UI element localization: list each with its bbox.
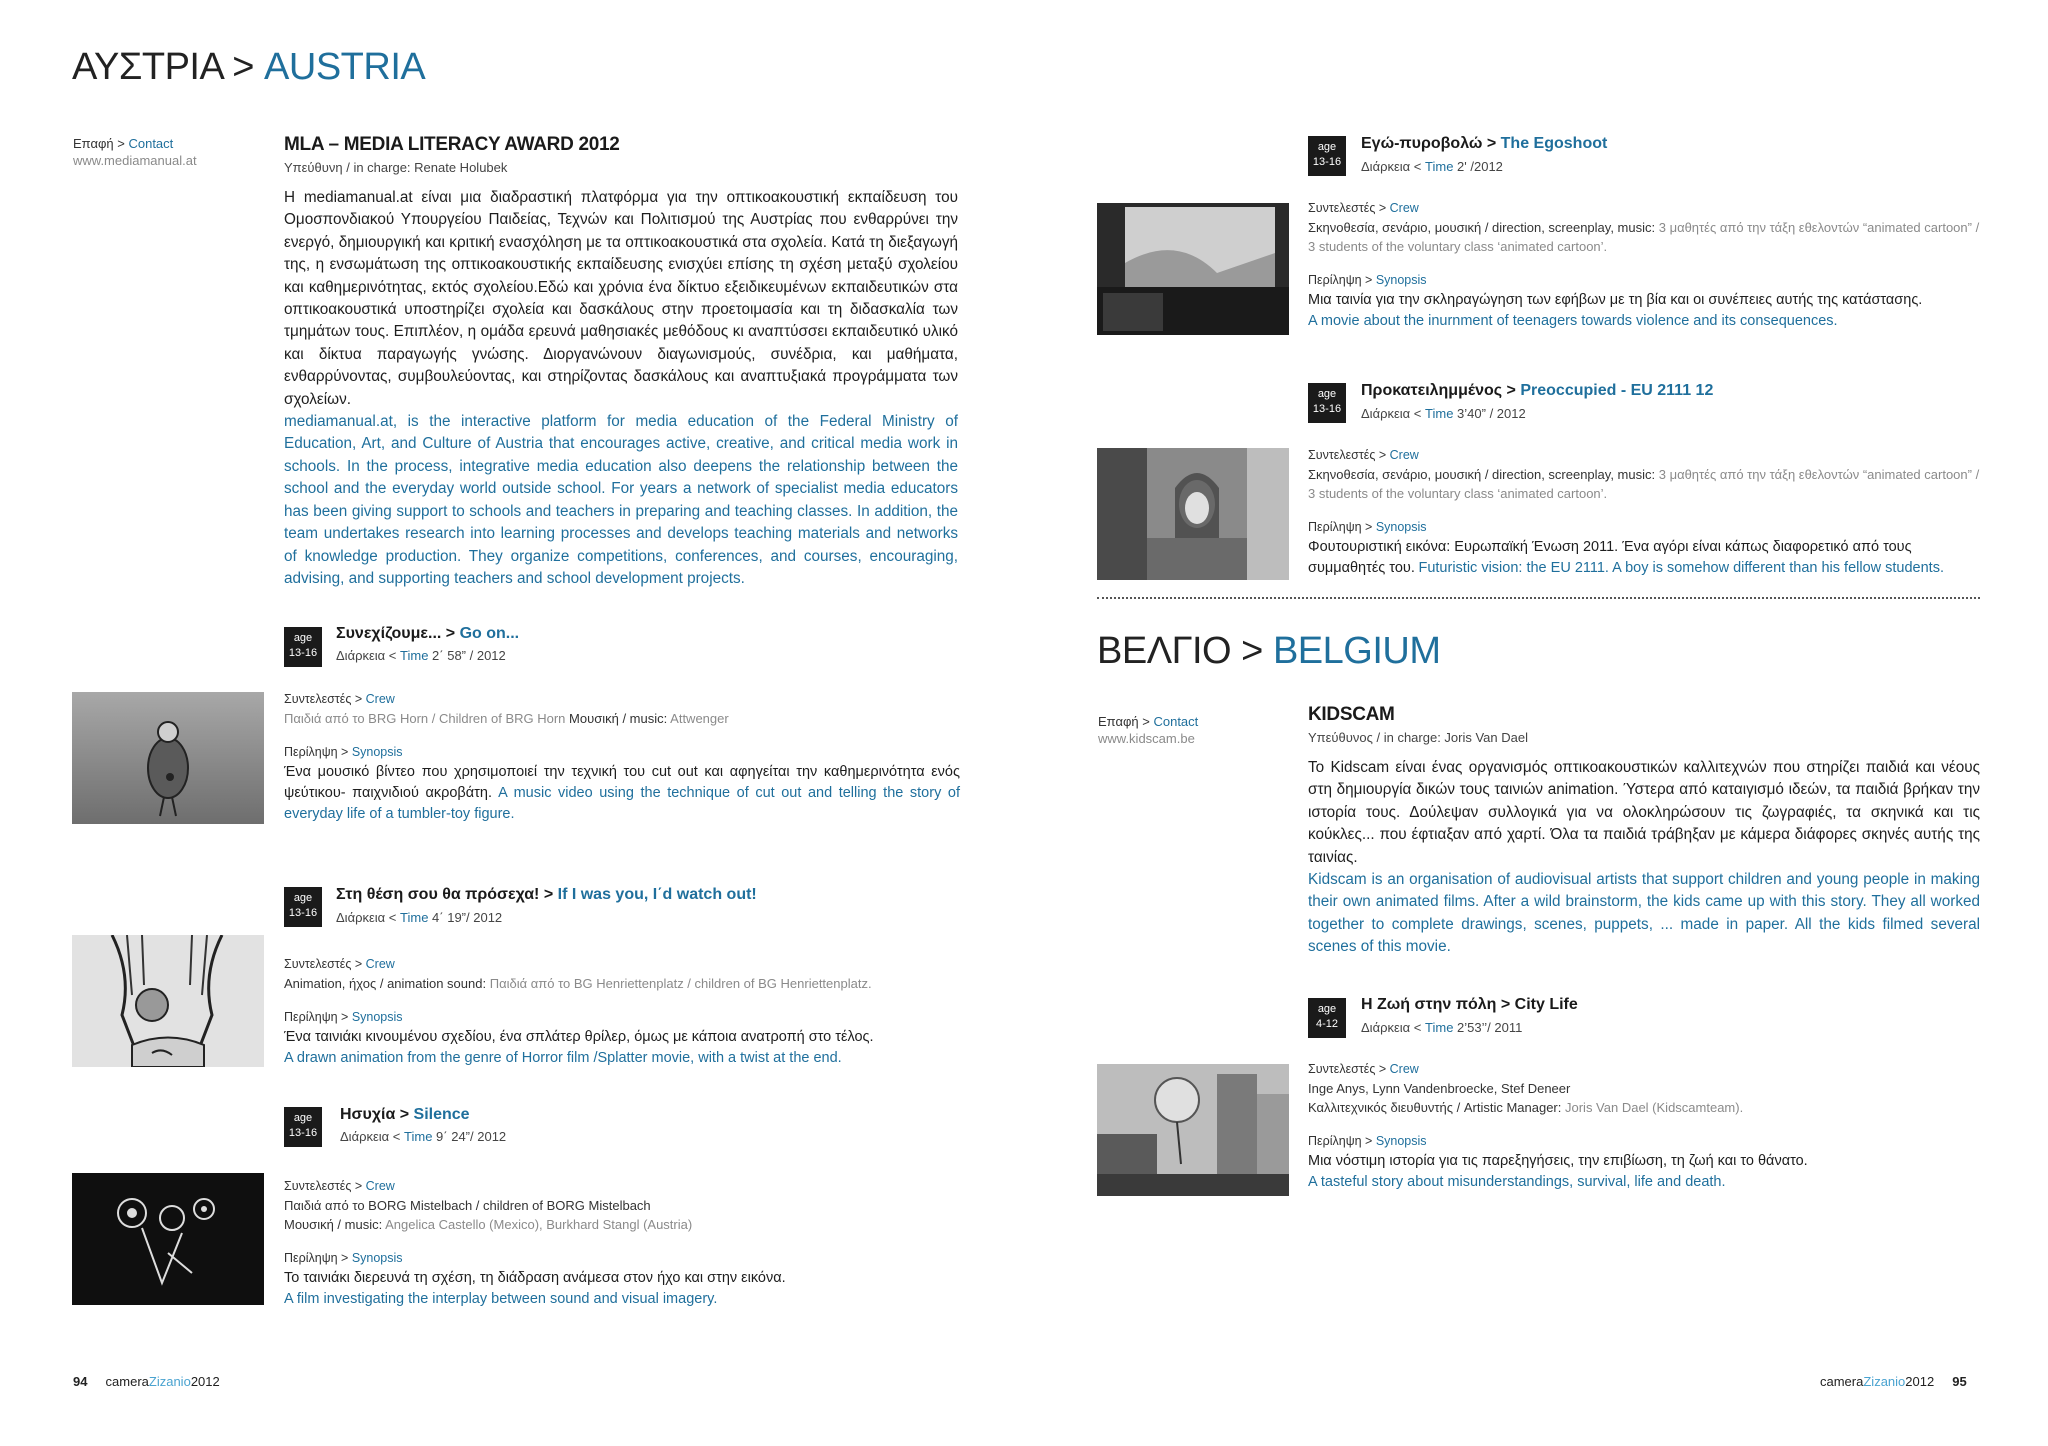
age-label: age — [1317, 141, 1337, 153]
crew-music-label: Μουσική / music: — [569, 711, 668, 726]
austria-heading-en: AUSTRIA — [264, 46, 426, 88]
crew-music: Angelica Castello (Mexico), Burkhard Stangl (Austria) — [385, 1217, 693, 1232]
org-title: MLA – MEDIA LITERACY AWARD 2012 — [284, 134, 620, 155]
crew-label: Συντελεστές > — [284, 1179, 363, 1193]
synopsis-gr: Το ταινιάκι διερευνά τη σχέση, τη διάδραση ανάμεσα στον ήχο και στην εικόνα. — [284, 1270, 786, 1286]
synopsis-label: Περίληψη > — [1308, 273, 1373, 287]
synopsis-gr: Μια ταινία για την σκληραγώγηση των εφήβων με τη βία και οι συνέπειες αυτής της κατάστασης. — [1308, 292, 1923, 308]
film-details — [1308, 1060, 1980, 1193]
crew-members: Παιδιά από το BG Henriettenplatz / children of BG Henriettenplatz. — [489, 976, 872, 991]
synopsis-gr: Ένα μουσικό βίντεο που χρησιμοποιεί την τεχνική του cut out και αφηγείται την καθημερινότητα ενός ψεύτικου- παιχνιδιού ακροβάτη. — [284, 764, 960, 801]
synopsis-en: A music video using the technique of cut out and telling the story of everyday life of a tumbler-toy figure. — [284, 785, 960, 822]
crew-label-en: Crew — [365, 1179, 395, 1193]
age-range: 13-16 — [1312, 403, 1342, 415]
age-badge — [284, 1107, 322, 1147]
film-title-gr: Ησυχία > — [340, 1106, 410, 1123]
org-in-charge: Υπεύθυνος / in charge: Joris Van Dael — [1308, 730, 1528, 745]
film-time-label: Διάρκεια < — [1361, 159, 1422, 174]
film-time-en: Time — [1425, 1020, 1454, 1035]
crew-label-en: Crew — [1389, 448, 1419, 462]
film-thumbnail-preoccupied — [1097, 448, 1289, 580]
age-badge — [1308, 136, 1346, 176]
film-title-en: Go on... — [459, 625, 520, 642]
crew-role: Καλλιτεχνικός διευθυντής / Artistic Manager: — [1308, 1100, 1562, 1115]
org-description-gr: Η mediamanual.at είναι μια διαδραστική πλατφόρμα για την οπτικοακουστική εκπαίδευση του Ομοσπονδιακού Υπουργείου Παιδείας, Τεχνών και Πολιτισμού της Αυστρίας που ενθαρρύνει την ενεργό, δημιουργική και κριτική ενασχόληση με τα οπτικοακουστικά στα σχολεία. Κατά τη διεξαγωγή της, η ενσωμάτωση της οπτικοακουστικής εκπαίδευσης ενισχύει επίσης τη σχέση μεταξύ σχολείου και καθημερινότητας, εκτός σχολείου.Εδώ και χρόνια ένα δίκτυο εξειδικευμένων εκπαιδευτικών στα οπτικοακουστικά υποστηρίζει σχολεία και δασκάλους στην προετοιμασία και τη διδασκαλία των τμημάτων τους. Επιπλέον, η ομάδα ερευνά μαθησιακές μεθόδους κι αναπτύσσει εκπαιδευτικό υλικό και δίκτυα παραγωγής γνώσης. Διοργανώνουν διαγωνισμούς, συνέδρια, και μαθήματα, ενθαρρύνοντας, συμβουλεύοντας, και στηρίζοντας δασκάλους και αναπτυξιακά προγράμματα των σχολείων. — [284, 189, 958, 408]
film-title-en: If I was you, I΄d watch out! — [557, 886, 757, 903]
synopsis-label-en: Synopsis — [351, 1251, 403, 1265]
film-time-value: 2’53’’/ 2011 — [1457, 1020, 1523, 1035]
synopsis-label-en: Synopsis — [1375, 1134, 1427, 1148]
film-time-value: 2΄ 58” / 2012 — [432, 648, 506, 663]
age-label: age — [293, 1112, 313, 1124]
contact-label: Επαφή > — [1098, 714, 1150, 729]
film-time-en: Time — [400, 648, 429, 663]
age-badge — [1308, 998, 1346, 1038]
crew-members: Inge Anys, Lynn Vandenbroecke, Stef Deneer — [1308, 1081, 1571, 1096]
austria-contact — [73, 135, 273, 169]
tumbler-toy-illustration — [72, 692, 264, 824]
austria-heading — [72, 46, 425, 89]
org-description-en: mediamanual.at, is the interactive platform for media education of the Federal Ministry of Education, Art, and Culture of Austria that encourages active, creative, and critical media work in schools. In the process, integrative media education also deepens the relationship between the school and the everyday world outside school. For years a network of specialist media educators has been giving support to schools and teachers in preparing and teaching classes. In addition, the team undertakes research into learning processes and develops teaching materials and networks of knowledge production. They organize competitions, conferences, and courses, encouraging, advising, and supporting teachers and school development projects. — [284, 413, 958, 587]
film-time-en: Time — [1425, 406, 1454, 421]
austria-url[interactable]: www.mediamanual.at — [73, 153, 197, 168]
crew-members: Παιδιά από το BORG Mistelbach / children of BORG Mistelbach — [284, 1198, 651, 1213]
film-duration — [336, 910, 502, 925]
crew-label-en: Crew — [365, 957, 395, 971]
crew-label: Συντελεστές > — [284, 957, 363, 971]
crew-label: Συντελεστές > — [1308, 1062, 1387, 1076]
film-details — [284, 1177, 960, 1310]
age-range: 13-16 — [1312, 156, 1342, 168]
org-title: KIDSCAM — [1308, 704, 1395, 725]
brand-logo: cameraZizanio2012 — [1820, 1374, 1935, 1389]
film-time-label: Διάρκεια < — [1361, 406, 1422, 421]
film-details — [1308, 446, 1980, 579]
belgium-url[interactable]: www.kidscam.be — [1098, 731, 1195, 746]
age-range: 13-16 — [288, 647, 318, 659]
film-title — [336, 625, 519, 643]
crew-music: Attwenger — [670, 711, 729, 726]
film-time-label: Διάρκεια < — [336, 648, 397, 663]
film-thumbnail-silence — [72, 1173, 264, 1305]
synopsis-label-en: Synopsis — [1375, 520, 1427, 534]
synopsis-en: A drawn animation from the genre of Horror film /Splatter movie, with a twist at the end. — [284, 1050, 842, 1066]
synopsis-en: A film investigating the interplay between sound and visual imagery. — [284, 1291, 718, 1307]
age-badge — [284, 887, 322, 927]
film-duration — [1361, 1020, 1522, 1035]
belgium-contact — [1098, 713, 1298, 747]
film-details — [284, 955, 960, 1069]
film-time-label: Διάρκεια < — [1361, 1020, 1422, 1035]
film-time-value: 2' /2012 — [1457, 159, 1503, 174]
synopsis-gr: Μια νόστιμη ιστορία για τις παρεξηγήσεις, την επιβίωση, τη ζωή και το θάνατο. — [1308, 1153, 1808, 1169]
film-duration — [336, 648, 506, 663]
synopsis-gr: Ένα ταινιάκι κινουμένου σχεδίου, ένα σπλάτερ θρίλερ, όμως με κάποια ανατροπή στο τέλος. — [284, 1029, 874, 1045]
belgium-heading — [1097, 630, 1440, 673]
age-badge — [1308, 383, 1346, 423]
crew-members: Παιδιά από το BRG Horn / Children of BRG Horn — [284, 711, 566, 726]
film-title — [1361, 996, 1578, 1014]
synopsis-en: A movie about the inurnment of teenagers towards violence and its consequences. — [1308, 313, 1838, 329]
film-time-en: Time — [404, 1129, 433, 1144]
age-label: age — [293, 632, 313, 644]
crew-label: Συντελεστές > — [284, 692, 363, 706]
belgium-org-block — [1308, 704, 1980, 959]
film-title-en: Preoccupied - EU 2111 12 — [1520, 382, 1714, 399]
brand-logo: cameraZizanio2012 — [105, 1374, 220, 1389]
org-description — [1308, 757, 1980, 959]
film-title — [336, 886, 757, 904]
page-number: 94 — [73, 1374, 88, 1389]
film-details — [284, 690, 960, 825]
synopsis-gr: Φουτουριστική εικόνα: Ευρωπαϊκή Ένωση 2011. Ένα αγόρι είναι κάπως διαφορετικό από τους συμμαθητές του. — [1308, 539, 1912, 576]
film-details — [1308, 199, 1980, 332]
age-label: age — [1317, 1003, 1337, 1015]
film-time-en: Time — [400, 910, 429, 925]
crew-label-en: Crew — [365, 692, 395, 706]
film-time-value: 4΄ 19”/ 2012 — [432, 910, 503, 925]
film-time-label: Διάρκεια < — [336, 910, 397, 925]
org-in-charge: Υπεύθυνη / in charge: Renate Holubek — [284, 160, 508, 175]
synopsis-label: Περίληψη > — [284, 1010, 349, 1024]
age-label: age — [1317, 388, 1337, 400]
film-title-en: The Egoshoot — [1500, 135, 1608, 152]
age-range: 13-16 — [288, 1127, 318, 1139]
synopsis-en: Futuristic vision: the EU 2111. A boy is somehow different than his fellow students. — [1418, 560, 1944, 576]
film-duration — [1361, 406, 1526, 421]
crew-label-en: Crew — [1389, 201, 1419, 215]
chalk-drawing-illustration — [72, 1173, 264, 1305]
film-duration — [1361, 159, 1503, 174]
synopsis-label-en: Synopsis — [1375, 273, 1427, 287]
crew-label-en: Crew — [1389, 1062, 1419, 1076]
film-time-label: Διάρκεια < — [340, 1129, 401, 1144]
drawn-face-illustration — [72, 935, 264, 1067]
film-title-en: City Life — [1514, 996, 1578, 1013]
age-label: age — [293, 892, 313, 904]
section-divider — [1097, 597, 1980, 599]
synopsis-label: Περίληψη > — [1308, 1134, 1373, 1148]
belgium-heading-en: BELGIUM — [1272, 630, 1441, 672]
crew-members: 3 μαθητές από την τάξη εθελοντών “animated cartoon” / 3 students of the voluntary class ‘animated cartoon’. — [1308, 220, 1980, 254]
crew-members: 3 μαθητές από την τάξη εθελοντών “animated cartoon” / 3 students of the voluntary class ‘animated cartoon’. — [1308, 467, 1980, 501]
video-still — [1097, 203, 1289, 335]
page-number: 95 — [1952, 1374, 1967, 1389]
org-description-gr: Το Kidscam είναι ένας οργανισμός οπτικοακουστικών καλλιτεχνών που στηρίζει παιδιά και νέους στη δημιουργία δικών τους ταινιών animation. Ύστερα από καταιγισμό ιδεών, τα παιδιά βρήκαν την ιστορία τους. Δούλεψαν συλλογικά για να ολοκληρώσουν τις ζωγραφιές, τα σκηνικά και τις κούκλες... που έφτιαξαν από χαρτί. Όλα τα παιδιά τράβηξαν με κάμερα διάφορες σκηνές αυτής της ταινίας. — [1308, 759, 1980, 866]
synopsis-en: A tasteful story about misunderstandings, survival, life and death. — [1308, 1174, 1726, 1190]
footer-right — [1820, 1374, 1967, 1389]
film-title-gr: Εγώ-πυροβολώ > — [1361, 135, 1497, 152]
belgium-heading-gr: ΒΕΛΓΙΟ > — [1097, 630, 1263, 672]
age-range: 4-12 — [1315, 1018, 1339, 1030]
film-title — [340, 1106, 470, 1124]
crew-manager: Joris Van Dael (Kidscamteam). — [1565, 1100, 1744, 1115]
crew-label: Συντελεστές > — [1308, 448, 1387, 462]
austria-heading-gr: ΑΥΣΤΡΙΑ > — [72, 46, 254, 88]
synopsis-label: Περίληψη > — [1308, 520, 1373, 534]
film-thumbnail-watch-out — [72, 935, 264, 1067]
crew-label: Συντελεστές > — [1308, 201, 1387, 215]
crew-role: Σκηνοθεσία, σενάριο, μουσική / direction, screenplay, music: — [1308, 467, 1656, 482]
film-title-gr: Στη θέση σου θα πρόσεχα! > — [336, 886, 554, 903]
age-badge — [284, 627, 322, 667]
film-time-value: 3’40” / 2012 — [1457, 406, 1526, 421]
contact-label: Επαφή > — [73, 136, 125, 151]
film-title-gr: Η Ζωή στην πόλη > — [1361, 996, 1511, 1013]
film-title-gr: Συνεχίζουμε... > — [336, 625, 456, 642]
film-thumbnail-go-on — [72, 692, 264, 824]
film-time-en: Time — [1425, 159, 1454, 174]
age-range: 13-16 — [288, 907, 318, 919]
crew-role: Σκηνοθεσία, σενάριο, μουσική / direction, screenplay, music: — [1308, 220, 1656, 235]
org-description — [284, 187, 958, 590]
synopsis-label: Περίληψη > — [284, 1251, 349, 1265]
film-thumbnail-city-life — [1097, 1064, 1289, 1196]
synopsis-label: Περίληψη > — [284, 745, 349, 759]
contact-link[interactable]: Contact — [128, 136, 174, 151]
crew-music-label: Μουσική / music: — [284, 1217, 383, 1232]
film-thumbnail-egoshoot — [1097, 203, 1289, 335]
austria-org-block — [284, 134, 958, 590]
contact-link[interactable]: Contact — [1153, 714, 1199, 729]
film-title-gr: Προκατειλημμένος > — [1361, 382, 1516, 399]
synopsis-label-en: Synopsis — [351, 1010, 403, 1024]
film-time-value: 9΄ 24”/ 2012 — [436, 1129, 507, 1144]
synopsis-label-en: Synopsis — [351, 745, 403, 759]
film-duration — [340, 1129, 506, 1144]
footer-left — [73, 1374, 220, 1389]
film-title-en: Silence — [413, 1106, 470, 1123]
crew-role: Animation, ήχος / animation sound: — [284, 976, 487, 991]
video-still — [1097, 448, 1289, 580]
film-title — [1361, 382, 1713, 400]
film-title — [1361, 135, 1607, 153]
city-collage-illustration — [1097, 1064, 1289, 1196]
org-description-en: Kidscam is an organisation of audiovisual artists that support children and young people in making their own animated films. After a wild brainstorm, the kids came up with this story. They all worked together to complete drawings, scenes, puppets, ... made in paper. All the kids filmed several scenes of this movie. — [1308, 871, 1980, 956]
